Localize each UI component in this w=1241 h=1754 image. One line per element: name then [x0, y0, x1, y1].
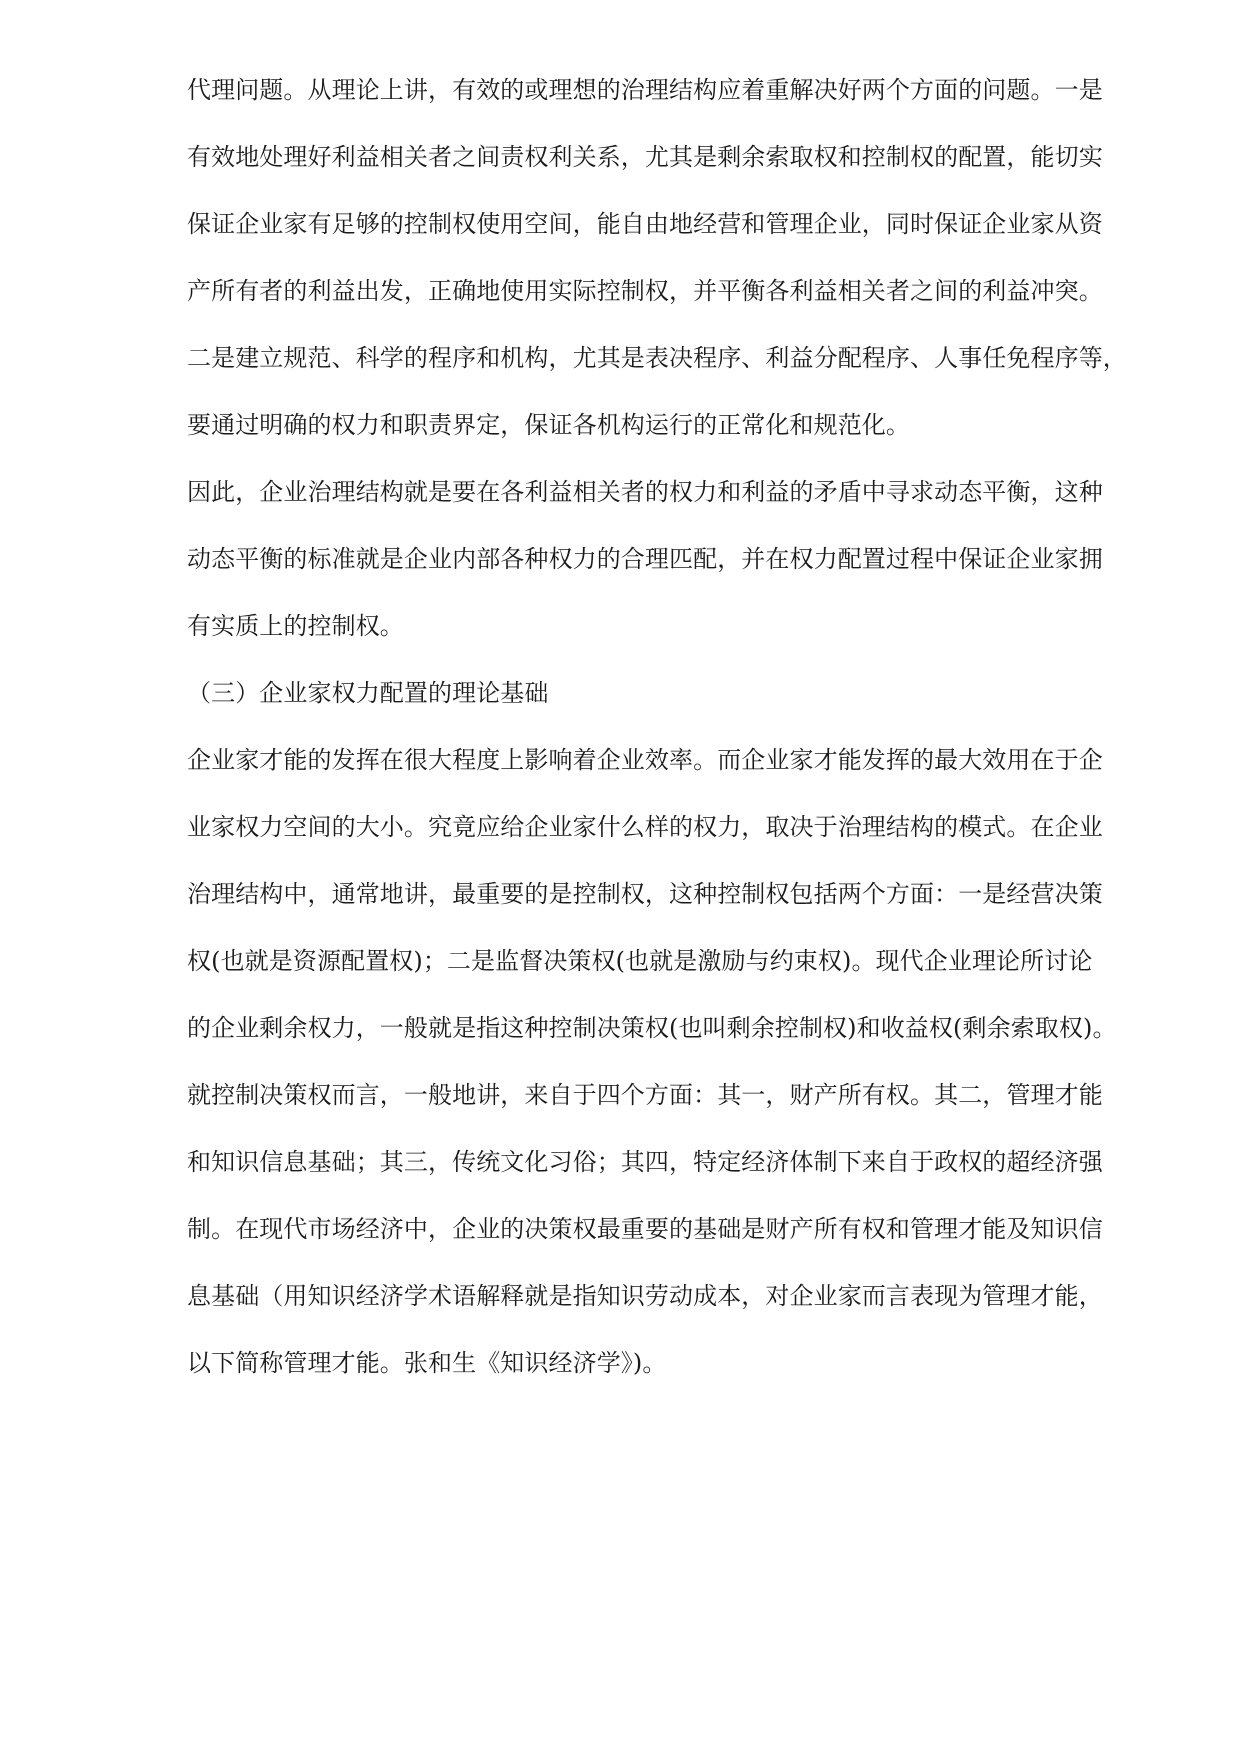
text-line: 息基础（用知识经济学术语解释就是指知识劳动成本，对企业家而言表现为管理才能，	[187, 1282, 1103, 1310]
text-line: 有实质上的控制权。	[187, 612, 404, 640]
text-line: 动态平衡的标准就是企业内部各种权力的合理匹配，并在权力配置过程中保证企业家拥	[187, 545, 1103, 573]
text-line: 业家权力空间的大小。究竟应给企业家什么样的权力，取决于治理结构的模式。在企业	[187, 813, 1103, 841]
text-line: 有效地处理好利益相关者之间责权利关系，尤其是剩余索取权和控制权的配置，能切实	[187, 143, 1103, 171]
text-line: 因此，企业治理结构就是要在各利益相关者的权力和利益的矛盾中寻求动态平衡，这种	[187, 478, 1103, 506]
text-line: 产所有者的利益出发，正确地使用实际控制权，并平衡各利益相关者之间的利益冲突。	[187, 277, 1103, 305]
text-line: 保证企业家有足够的控制权使用空间，能自由地经营和管理企业，同时保证企业家从资	[187, 210, 1103, 238]
text-line: 代理问题。从理论上讲，有效的或理想的治理结构应着重解决好两个方面的问题。一是	[187, 76, 1103, 104]
text-line: 制。在现代市场经济中，企业的决策权最重要的基础是财产所有权和管理才能及知识信	[187, 1215, 1103, 1243]
text-line: 二是建立规范、科学的程序和机构，尤其是表决程序、利益分配程序、人事任免程序等，	[187, 344, 1127, 372]
text-line: 企业家才能的发挥在很大程度上影响着企业效率。而企业家才能发挥的最大效用在于企	[187, 746, 1103, 774]
text-line: 权(也就是资源配置权)；二是监督决策权(也就是激励与约束权)。现代企业理论所讨论	[187, 947, 1093, 975]
section-heading: （三）企业家权力配置的理论基础	[187, 679, 549, 707]
text-line: 要通过明确的权力和职责界定，保证各机构运行的正常化和规范化。	[187, 411, 910, 439]
text-line: 以下简称管理才能。张和生《知识经济学》)。	[187, 1349, 667, 1377]
text-line: 治理结构中，通常地讲，最重要的是控制权，这种控制权包括两个方面：一是经营决策	[187, 880, 1103, 908]
text-line: 和知识信息基础；其三，传统文化习俗；其四，特定经济体制下来自于政权的超经济强	[187, 1148, 1103, 1176]
text-line: 的企业剩余权力，一般就是指这种控制决策权(也叫剩余控制权)和收益权(剩余索取权)。	[187, 1014, 1117, 1042]
text-line: 就控制决策权而言，一般地讲，来自于四个方面：其一，财产所有权。其二，管理才能	[187, 1081, 1103, 1109]
